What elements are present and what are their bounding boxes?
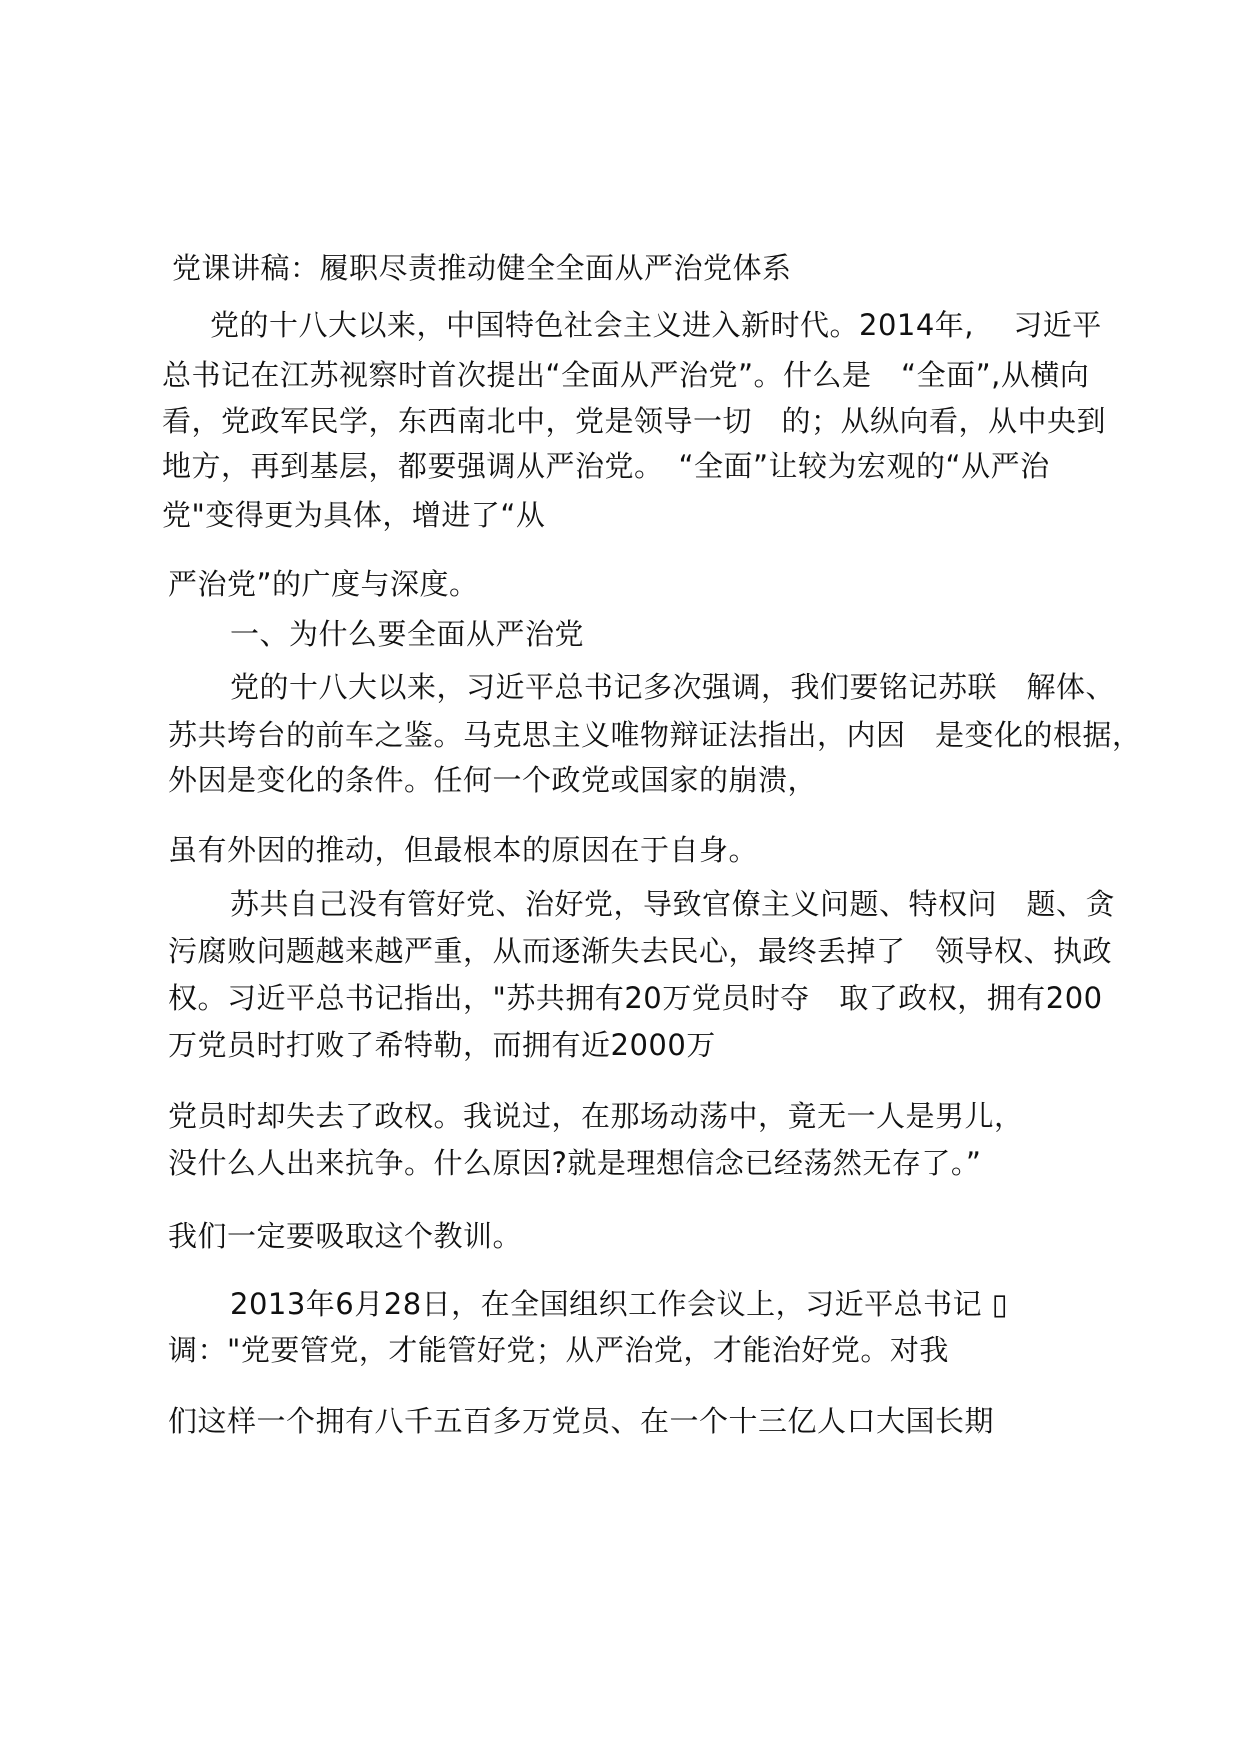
paragraph-line: 苏共垮台的前车之鉴。马克思主义唯物辩证法指出，内因 是变化的根据， <box>168 718 1142 752</box>
paragraph-line: 我们一定要吸取这个教训。 <box>168 1219 523 1253</box>
paragraph-line: 严治党”的广度与深度。 <box>168 567 479 601</box>
paragraph-line: 总书记在江苏视察时首次提出“全面从严治党”。什么是 “全面”,从横向 <box>162 358 1090 392</box>
paragraph-line: 地方，再到基层，都要强调从严治党。 “全面”让较为宏观的“从严治 <box>162 449 1050 483</box>
paragraph-line: 党的十八大以来，习近平总书记多次强调，我们要铭记苏联 解体、 <box>230 670 1116 704</box>
paragraph-line: 万党员时打败了希特勒，而拥有近2000万 <box>168 1028 716 1062</box>
paragraph-line: 党"变得更为具体，增进了“从 <box>162 498 546 532</box>
paragraph-line: 外因是变化的条件。任何一个政党或国家的崩溃， <box>168 763 818 797</box>
paragraph-line: 权。习近平总书记指出，"苏共拥有20万党员时夺 取了政权，拥有200 <box>168 981 1103 1015</box>
paragraph-line: 2013年6月28日，在全国组织工作会议上，习近平总书记 ▯ <box>230 1287 1009 1321</box>
document-title: 党课讲稿：履职尽责推动健全全面从严治党体系 <box>172 251 792 285</box>
paragraph-line: 调："党要管党，才能管好党；从严治党，才能治好党。对我 <box>168 1333 949 1367</box>
paragraph-line: 们这样一个拥有八千五百多万党员、在一个十三亿人口大国长期 <box>168 1404 995 1438</box>
paragraph-line: 党的十八大以来，中国特色社会主义进入新时代。2014年, 习近平 <box>210 308 1102 342</box>
paragraph-line: 虽有外因的推动，但最根本的原因在于自身。 <box>168 833 759 867</box>
paragraph-line: 污腐败问题越来越严重，从而逐渐失去民心，最终丢掉了 领导权、执政 <box>168 934 1113 968</box>
paragraph-line: 党员时却失去了政权。我说过，在那场动荡中，竟无一人是男儿， <box>168 1099 1024 1133</box>
section-heading: 一、为什么要全面从严治党 <box>230 617 585 651</box>
paragraph-line: 苏共自己没有管好党、治好党，导致官僚主义问题、特权问 题、贪 <box>230 887 1116 921</box>
paragraph-line: 没什么人出来抗争。什么原因?就是理想信念已经荡然无存了。” <box>168 1146 982 1180</box>
paragraph-line: 看，党政军民学，东西南北中，党是领导一切 的；从纵向看，从中央到 <box>162 404 1107 438</box>
